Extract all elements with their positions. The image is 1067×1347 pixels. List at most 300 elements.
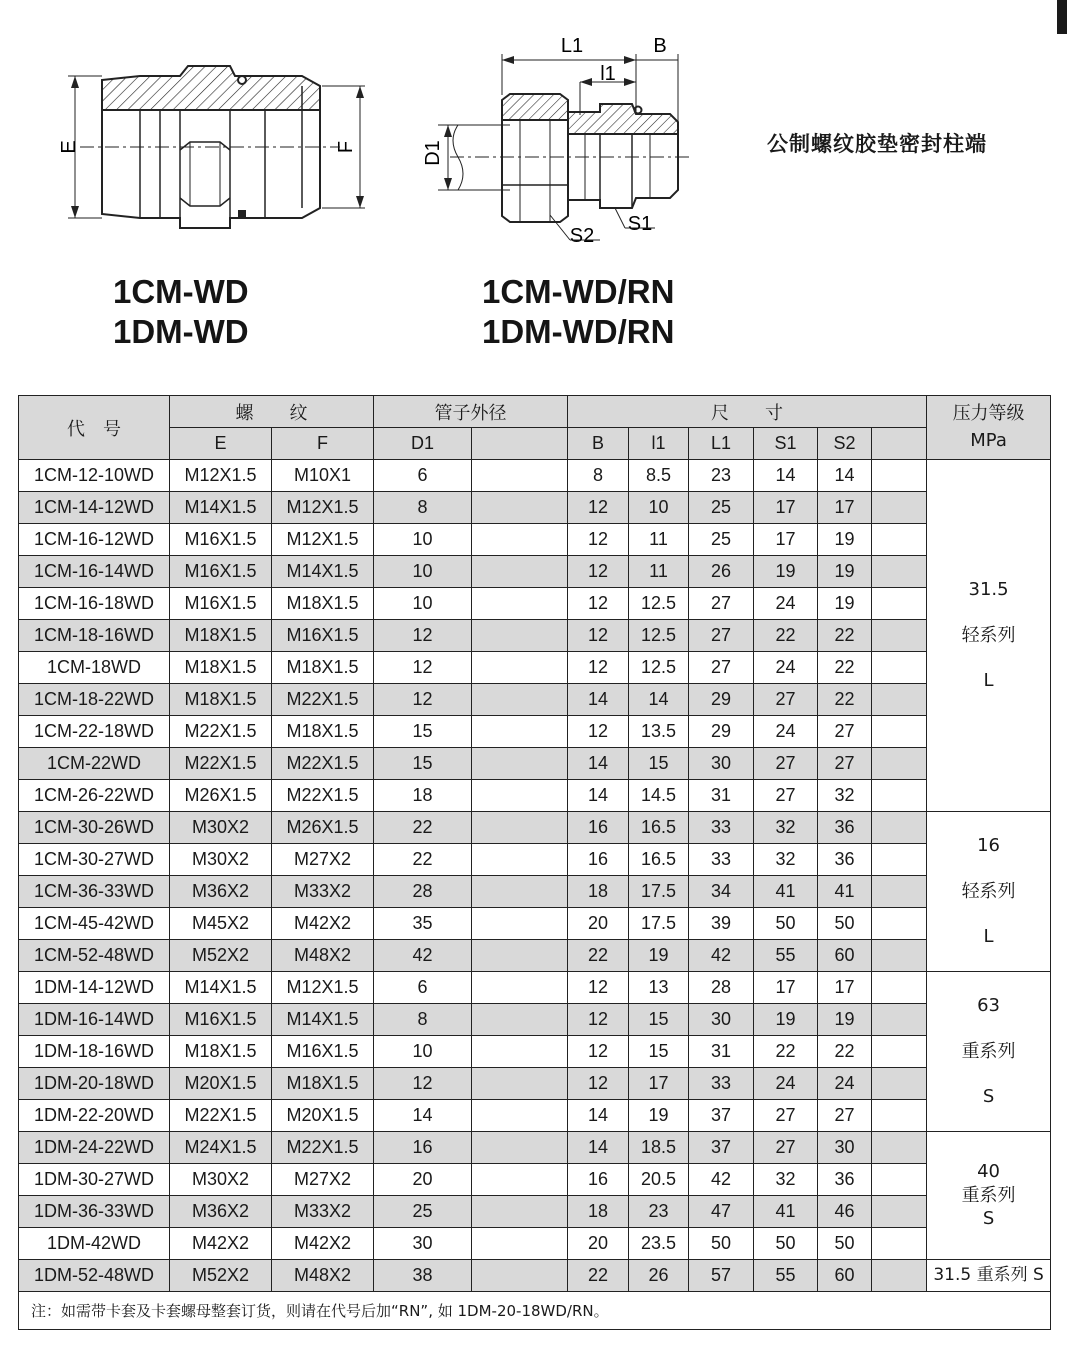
cell-blank (872, 780, 927, 812)
cell-s1: 32 (754, 1164, 818, 1196)
table-row (19, 1164, 1051, 1196)
cell-s1: 14 (754, 460, 818, 492)
cell-f: M16X1.5 (272, 620, 374, 652)
cell-blank (472, 684, 568, 716)
cell-l1: 47 (689, 1196, 754, 1228)
cell-code: 1CM-14-12WD (19, 492, 170, 524)
cell-e: M30X2 (170, 1164, 272, 1196)
cell-d1: 6 (374, 972, 472, 1004)
pressure-group-line: 40 (977, 1161, 1001, 1183)
pressure-group-cell (927, 460, 1051, 812)
pressure-group-line: L (983, 926, 994, 948)
cell-l1: 31 (689, 1036, 754, 1068)
cell-code: 1CM-30-26WD (19, 812, 170, 844)
cell-d1: 10 (374, 588, 472, 620)
cell-s1: 24 (754, 1068, 818, 1100)
table-row (19, 1228, 1051, 1260)
cell-blank (472, 1164, 568, 1196)
cell-blank (472, 1068, 568, 1100)
cell-blank (472, 1228, 568, 1260)
table-row (19, 812, 1051, 844)
cell-d1: 10 (374, 1036, 472, 1068)
cell-b: 14 (568, 1132, 629, 1164)
cell-blank (472, 780, 568, 812)
cell-s1: 55 (754, 1260, 818, 1292)
cell-blank (472, 492, 568, 524)
cell-f: M42X2 (272, 1228, 374, 1260)
cell-s2: 36 (818, 1164, 872, 1196)
cell-d1: 30 (374, 1228, 472, 1260)
cell-i1: 26 (629, 1260, 689, 1292)
cell-b: 14 (568, 684, 629, 716)
cell-e: M26X1.5 (170, 780, 272, 812)
cell-code: 1DM-30-27WD (19, 1164, 170, 1196)
cell-d1: 8 (374, 492, 472, 524)
cell-f: M42X2 (272, 908, 374, 940)
cell-e: M16X1.5 (170, 588, 272, 620)
header-i1: l1 (629, 428, 689, 460)
cell-s1: 24 (754, 588, 818, 620)
cell-blank (872, 716, 927, 748)
cell-l1: 25 (689, 524, 754, 556)
cell-i1: 13 (629, 972, 689, 1004)
cell-b: 22 (568, 1260, 629, 1292)
table-row (19, 876, 1051, 908)
cell-l1: 39 (689, 908, 754, 940)
cell-code: 1CM-16-18WD (19, 588, 170, 620)
cell-blank (472, 1004, 568, 1036)
cell-blank (472, 940, 568, 972)
cell-s2: 32 (818, 780, 872, 812)
cell-s2: 14 (818, 460, 872, 492)
dim-s1: S1 (627, 213, 653, 235)
cell-l1: 42 (689, 940, 754, 972)
header-s1: S1 (754, 428, 818, 460)
cell-s2: 17 (818, 492, 872, 524)
table-note: 注：如需带卡套及卡套螺母整套订货，则请在代号后加“RN”, 如 1DM-20-18WD/RN。 (19, 1292, 1051, 1330)
table-row (19, 1196, 1051, 1228)
cell-i1: 23 (629, 1196, 689, 1228)
cell-i1: 10 (629, 492, 689, 524)
model-label-right-1: 1CM-WD/RN (482, 273, 675, 310)
cell-d1: 10 (374, 556, 472, 588)
cell-s2: 60 (818, 1260, 872, 1292)
cell-s2: 27 (818, 1100, 872, 1132)
pressure-group-line: 轻系列 (961, 624, 1016, 646)
cell-d1: 38 (374, 1260, 472, 1292)
corner-mark (1057, 0, 1067, 34)
cell-s2: 36 (818, 844, 872, 876)
cell-l1: 27 (689, 620, 754, 652)
cell-blank (872, 652, 927, 684)
cell-f: M26X1.5 (272, 812, 374, 844)
header-pressure-label: 压力等级 (952, 403, 1025, 425)
cell-i1: 11 (629, 556, 689, 588)
cell-e: M52X2 (170, 940, 272, 972)
cell-s1: 27 (754, 1100, 818, 1132)
pressure-group-line: 16 (977, 835, 1001, 857)
cell-blank (872, 748, 927, 780)
cell-f: M18X1.5 (272, 1068, 374, 1100)
cell-l1: 50 (689, 1228, 754, 1260)
cell-s2: 17 (818, 972, 872, 1004)
header-blank-2 (872, 428, 927, 460)
cell-code: 1DM-24-22WD (19, 1132, 170, 1164)
cell-b: 12 (568, 1004, 629, 1036)
cell-s1: 19 (754, 1004, 818, 1036)
cell-blank (872, 460, 927, 492)
cell-f: M33X2 (272, 876, 374, 908)
cell-l1: 37 (689, 1100, 754, 1132)
cell-f: M12X1.5 (272, 492, 374, 524)
header-e: E (170, 428, 272, 460)
cell-e: M16X1.5 (170, 1004, 272, 1036)
table-row (19, 972, 1051, 1004)
cell-d1: 22 (374, 844, 472, 876)
cell-code: 1CM-12-10WD (19, 460, 170, 492)
cell-i1: 20.5 (629, 1164, 689, 1196)
cell-b: 12 (568, 524, 629, 556)
cell-blank (472, 1132, 568, 1164)
cell-f: M48X2 (272, 940, 374, 972)
cell-blank (472, 588, 568, 620)
cell-s1: 50 (754, 1228, 818, 1260)
cell-i1: 18.5 (629, 1132, 689, 1164)
cell-l1: 34 (689, 876, 754, 908)
cell-b: 16 (568, 1164, 629, 1196)
cell-s1: 24 (754, 716, 818, 748)
cell-b: 12 (568, 1036, 629, 1068)
cell-code: 1DM-20-18WD (19, 1068, 170, 1100)
cell-s2: 22 (818, 684, 872, 716)
cell-code: 1CM-22-18WD (19, 716, 170, 748)
cell-f: M48X2 (272, 1260, 374, 1292)
cell-code: 1CM-30-27WD (19, 844, 170, 876)
cell-s2: 24 (818, 1068, 872, 1100)
cell-i1: 13.5 (629, 716, 689, 748)
cell-i1: 23.5 (629, 1228, 689, 1260)
cell-e: M52X2 (170, 1260, 272, 1292)
cell-d1: 42 (374, 940, 472, 972)
cell-blank (472, 1036, 568, 1068)
cell-b: 12 (568, 972, 629, 1004)
cell-code: 1DM-42WD (19, 1228, 170, 1260)
cell-s1: 27 (754, 1132, 818, 1164)
cell-b: 12 (568, 716, 629, 748)
cell-f: M12X1.5 (272, 972, 374, 1004)
cell-i1: 17.5 (629, 908, 689, 940)
cell-blank (472, 556, 568, 588)
header-s2: S2 (818, 428, 872, 460)
cell-s2: 50 (818, 908, 872, 940)
cell-d1: 15 (374, 716, 472, 748)
cell-blank (472, 972, 568, 1004)
cell-d1: 12 (374, 620, 472, 652)
dim-s2: S2 (569, 225, 595, 247)
cell-s2: 27 (818, 716, 872, 748)
table-row (19, 1004, 1051, 1036)
cell-f: M18X1.5 (272, 652, 374, 684)
cell-blank (472, 1260, 568, 1292)
cell-l1: 42 (689, 1164, 754, 1196)
table-row (19, 460, 1051, 492)
cell-s2: 19 (818, 556, 872, 588)
header-l1: L1 (689, 428, 754, 460)
header-pipe-od: 管子外径 (374, 396, 568, 428)
cell-f: M22X1.5 (272, 1132, 374, 1164)
cell-e: M16X1.5 (170, 524, 272, 556)
cell-f: M16X1.5 (272, 1036, 374, 1068)
cell-i1: 16.5 (629, 844, 689, 876)
cell-b: 14 (568, 1100, 629, 1132)
pressure-group-cell (927, 1132, 1051, 1260)
cell-blank (872, 1036, 927, 1068)
cell-code: 1CM-52-48WD (19, 940, 170, 972)
cell-b: 14 (568, 748, 629, 780)
cell-blank (472, 652, 568, 684)
cell-e: M18X1.5 (170, 684, 272, 716)
cell-b: 12 (568, 492, 629, 524)
cell-e: M42X2 (170, 1228, 272, 1260)
cell-b: 12 (568, 652, 629, 684)
cell-blank (872, 492, 927, 524)
cell-s2: 60 (818, 940, 872, 972)
header-pressure-unit: MPa (970, 429, 1007, 451)
cell-code: 1CM-36-33WD (19, 876, 170, 908)
cell-l1: 25 (689, 492, 754, 524)
table-row (19, 908, 1051, 940)
spec-table (18, 395, 1051, 1330)
cell-code: 1DM-16-14WD (19, 1004, 170, 1036)
cell-d1: 22 (374, 812, 472, 844)
cell-s1: 32 (754, 812, 818, 844)
cell-d1: 14 (374, 1100, 472, 1132)
pressure-group-line: 31.5 (968, 579, 1009, 601)
cell-l1: 28 (689, 972, 754, 1004)
header-b: B (568, 428, 629, 460)
cell-e: M14X1.5 (170, 492, 272, 524)
table-row (19, 1132, 1051, 1164)
cell-blank (872, 876, 927, 908)
cell-blank (872, 1068, 927, 1100)
cell-i1: 15 (629, 1004, 689, 1036)
table-row (19, 780, 1051, 812)
cell-code: 1CM-26-22WD (19, 780, 170, 812)
cell-i1: 17.5 (629, 876, 689, 908)
cell-e: M22X1.5 (170, 748, 272, 780)
pressure-group-cell (927, 972, 1051, 1132)
table-row (19, 588, 1051, 620)
cell-blank (472, 1100, 568, 1132)
table-row (19, 492, 1051, 524)
cell-l1: 23 (689, 460, 754, 492)
cell-b: 16 (568, 844, 629, 876)
fitting-drawing-right (410, 30, 700, 255)
cell-i1: 17 (629, 1068, 689, 1100)
cell-s1: 17 (754, 972, 818, 1004)
cell-i1: 15 (629, 1036, 689, 1068)
cell-s2: 50 (818, 1228, 872, 1260)
cell-blank (472, 716, 568, 748)
cell-l1: 37 (689, 1132, 754, 1164)
cell-l1: 57 (689, 1260, 754, 1292)
cell-i1: 15 (629, 748, 689, 780)
cell-f: M33X2 (272, 1196, 374, 1228)
cell-blank (472, 460, 568, 492)
cell-blank (472, 908, 568, 940)
cell-d1: 16 (374, 1132, 472, 1164)
header-f: F (272, 428, 374, 460)
dim-e: E (58, 140, 80, 154)
cell-blank (472, 620, 568, 652)
cell-l1: 27 (689, 588, 754, 620)
header-pressure (927, 396, 1051, 460)
cell-s1: 41 (754, 1196, 818, 1228)
cell-blank (872, 1100, 927, 1132)
cell-d1: 25 (374, 1196, 472, 1228)
cell-e: M22X1.5 (170, 716, 272, 748)
cell-i1: 12.5 (629, 588, 689, 620)
cell-blank (472, 812, 568, 844)
cell-f: M27X2 (272, 1164, 374, 1196)
cell-s1: 50 (754, 908, 818, 940)
cell-e: M45X2 (170, 908, 272, 940)
cell-i1: 14 (629, 684, 689, 716)
cell-f: M27X2 (272, 844, 374, 876)
cell-b: 12 (568, 556, 629, 588)
model-label-left-2: 1DM-WD (113, 313, 249, 350)
dim-l1: L1 (560, 35, 584, 57)
cell-code: 1DM-14-12WD (19, 972, 170, 1004)
cell-s1: 55 (754, 940, 818, 972)
cell-i1: 12.5 (629, 652, 689, 684)
cell-blank (872, 1228, 927, 1260)
table-row (19, 716, 1051, 748)
cell-s1: 27 (754, 684, 818, 716)
table-row (19, 844, 1051, 876)
cell-l1: 30 (689, 1004, 754, 1036)
cell-e: M24X1.5 (170, 1132, 272, 1164)
pressure-group-line: L (983, 670, 994, 692)
cell-e: M12X1.5 (170, 460, 272, 492)
cell-blank (872, 620, 927, 652)
table-row (19, 556, 1051, 588)
dim-f: F (335, 140, 357, 154)
header-d1: D1 (374, 428, 472, 460)
cell-l1: 29 (689, 684, 754, 716)
cell-e: M22X1.5 (170, 1100, 272, 1132)
cell-f: M20X1.5 (272, 1100, 374, 1132)
table-row (19, 620, 1051, 652)
cell-blank (872, 684, 927, 716)
cell-s2: 27 (818, 748, 872, 780)
header-thread: 螺 纹 (170, 396, 374, 428)
cell-e: M20X1.5 (170, 1068, 272, 1100)
dim-i1: l1 (600, 63, 616, 85)
pressure-group-line: S (982, 1208, 995, 1230)
cell-e: M36X2 (170, 1196, 272, 1228)
cell-blank (872, 1260, 927, 1292)
cell-l1: 29 (689, 716, 754, 748)
fitting-drawing-left (40, 50, 380, 250)
cell-d1: 18 (374, 780, 472, 812)
cell-blank (872, 908, 927, 940)
cell-d1: 12 (374, 1068, 472, 1100)
cell-code: 1DM-18-16WD (19, 1036, 170, 1068)
cell-l1: 27 (689, 652, 754, 684)
cell-e: M30X2 (170, 812, 272, 844)
table-row (19, 748, 1051, 780)
cell-code: 1CM-18-22WD (19, 684, 170, 716)
cell-blank (472, 524, 568, 556)
cell-s2: 19 (818, 1004, 872, 1036)
cell-s2: 36 (818, 812, 872, 844)
cell-f: M14X1.5 (272, 1004, 374, 1036)
page-heading: 公制螺纹胶垫密封柱端 (767, 132, 987, 156)
cell-b: 20 (568, 908, 629, 940)
cell-code: 1DM-22-20WD (19, 1100, 170, 1132)
cell-blank (872, 1196, 927, 1228)
cell-i1: 11 (629, 524, 689, 556)
cell-d1: 10 (374, 524, 472, 556)
table-row (19, 1260, 1051, 1292)
cell-d1: 12 (374, 652, 472, 684)
cell-blank (872, 940, 927, 972)
cell-s1: 27 (754, 748, 818, 780)
cell-s1: 41 (754, 876, 818, 908)
cell-b: 18 (568, 876, 629, 908)
pressure-group-cell (927, 812, 1051, 972)
cell-blank (872, 524, 927, 556)
cell-blank (872, 972, 927, 1004)
cell-f: M18X1.5 (272, 716, 374, 748)
cell-blank (872, 556, 927, 588)
pressure-group-line: 31.5 重系列 S (933, 1265, 1044, 1286)
cell-s2: 41 (818, 876, 872, 908)
model-label-left-1: 1CM-WD (113, 273, 249, 310)
cell-blank (872, 844, 927, 876)
header-code: 代 号 (19, 396, 170, 460)
cell-blank (472, 748, 568, 780)
cell-i1: 14.5 (629, 780, 689, 812)
cell-i1: 8.5 (629, 460, 689, 492)
cell-f: M14X1.5 (272, 556, 374, 588)
cell-s1: 24 (754, 652, 818, 684)
cell-l1: 30 (689, 748, 754, 780)
cell-b: 22 (568, 940, 629, 972)
cell-e: M18X1.5 (170, 620, 272, 652)
cell-code: 1CM-16-14WD (19, 556, 170, 588)
table-row (19, 940, 1051, 972)
table-row (19, 652, 1051, 684)
cell-f: M18X1.5 (272, 588, 374, 620)
cell-s2: 22 (818, 1036, 872, 1068)
pressure-group-line: 轻系列 (961, 880, 1016, 902)
cell-b: 12 (568, 1068, 629, 1100)
cell-s2: 30 (818, 1132, 872, 1164)
cell-b: 12 (568, 588, 629, 620)
cell-blank (872, 1004, 927, 1036)
cell-d1: 35 (374, 908, 472, 940)
cell-code: 1CM-18WD (19, 652, 170, 684)
cell-b: 14 (568, 780, 629, 812)
cell-e: M18X1.5 (170, 652, 272, 684)
cell-f: M22X1.5 (272, 684, 374, 716)
cell-blank (872, 1132, 927, 1164)
cell-d1: 15 (374, 748, 472, 780)
cell-b: 8 (568, 460, 629, 492)
cell-l1: 31 (689, 780, 754, 812)
